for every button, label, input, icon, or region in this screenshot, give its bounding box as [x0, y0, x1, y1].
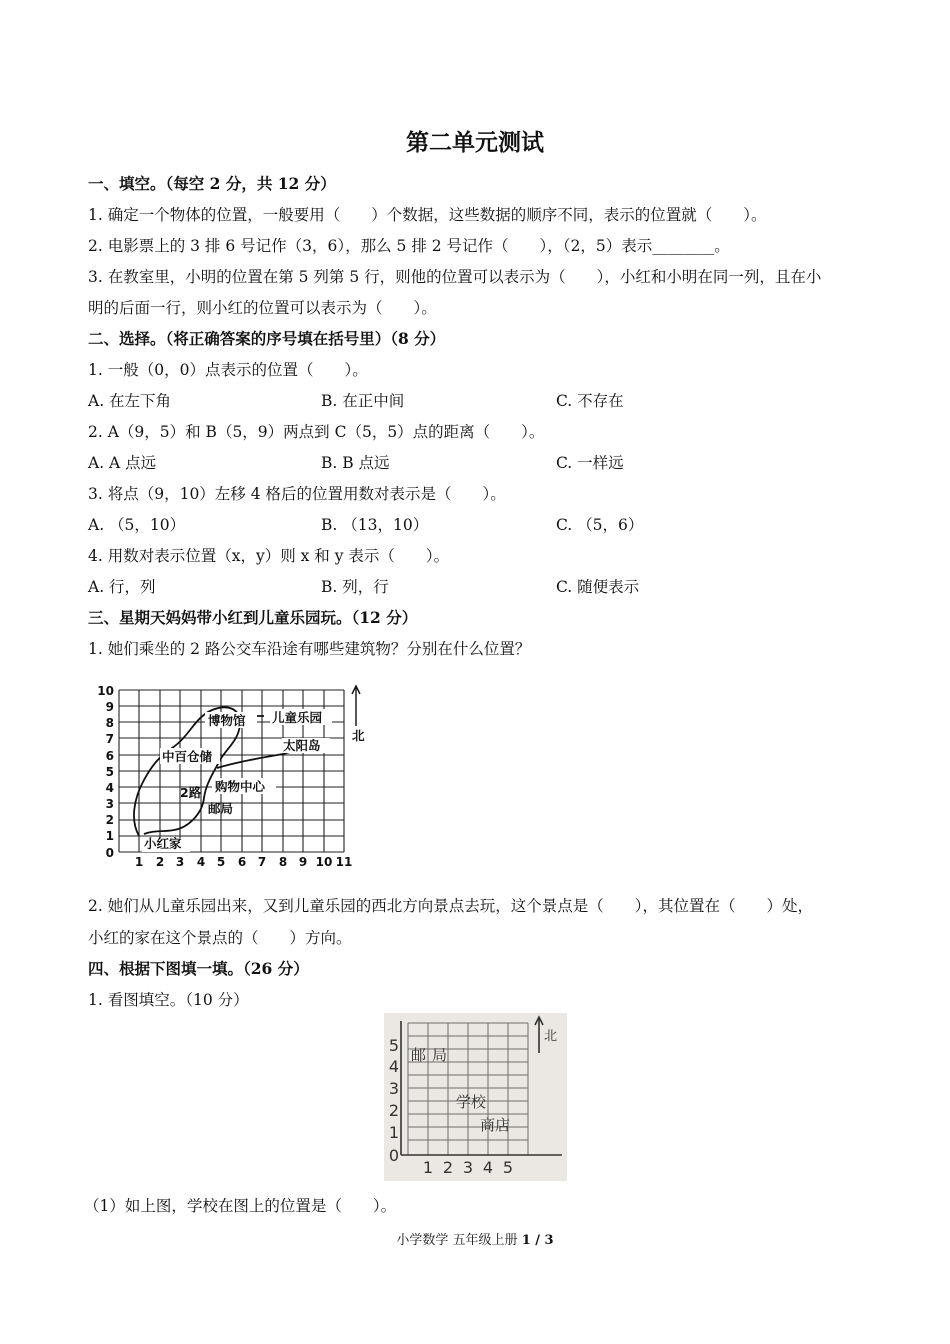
- place-school: 学校: [456, 1093, 487, 1111]
- s1-question-1: 1. 确定一个物体的位置，一般要用（ ）个数据，这些数据的顺序不同，表示的位置就（ ）。: [88, 206, 767, 224]
- x-tick: 5: [502, 1158, 514, 1177]
- section-2-heading: 二、选择。（将正确答案的序号填在括号里）（8 分）: [88, 329, 446, 348]
- s4-question-1-part-1: （1）如上图，学校在图上的位置是（ ）。: [84, 1197, 397, 1215]
- x-tick: 1: [134, 855, 144, 869]
- x-tick: 8: [278, 855, 288, 869]
- s2-q3-option-c: C. （5，6）: [556, 516, 644, 534]
- y-tick: 2: [105, 813, 114, 827]
- x-tick: 6: [237, 855, 247, 869]
- place-warehouse: 中百仓储: [162, 749, 213, 764]
- place-xiaohong-home: 小红家: [144, 836, 182, 851]
- y-tick: 8: [105, 716, 114, 730]
- s1-question-3-line-1: 3. 在教室里，小明的位置在第 5 列第 5 行，则他的位置可以表示为（ ），小红和小明在同一列，且在小: [88, 268, 822, 286]
- s3-question-2-line-1: 2. 她们从儿童乐园出来，又到儿童乐园的西北方向景点去玩，这个景点是（ ），其位置在（ ）处，: [88, 897, 813, 915]
- s2-q1-option-a: A. 在左下角: [88, 392, 172, 410]
- section-4-heading: 四、根据下图填一填。（26 分）: [88, 959, 309, 978]
- s3-question-1: 1. 她们乘坐的 2 路公交车沿途有哪些建筑物？分别在什么位置？: [88, 640, 531, 658]
- north-label: 北: [544, 1029, 558, 1044]
- s2-question-2: 2. A（9，5）和 B（5，9）两点到 C（5，5）点的距离（ ）。: [88, 423, 545, 441]
- s2-question-1: 1. 一般（0，0）点表示的位置（ ）。: [88, 361, 368, 379]
- y-tick: 6: [105, 749, 114, 763]
- y-tick: 5: [105, 765, 114, 779]
- y-tick: 1: [388, 1123, 400, 1142]
- place-sun-island: 太阳岛: [283, 738, 321, 753]
- y-tick: 3: [388, 1079, 400, 1098]
- s2-q1-option-c: C. 不存在: [556, 392, 624, 410]
- s2-q2-option-c: C. 一样远: [556, 454, 624, 472]
- x-tick: 3: [175, 855, 185, 869]
- s2-q2-option-a: A. A 点远: [88, 454, 157, 472]
- s2-q4-option-a: A. 行，列: [88, 578, 156, 596]
- y-tick: 0: [388, 1146, 400, 1165]
- y-tick: 5: [388, 1036, 400, 1055]
- x-tick: 9: [298, 855, 308, 869]
- place-shopping-center: 购物中心: [215, 779, 266, 794]
- s1-question-2: 2. 电影票上的 3 排 6 号记作（3，6），那么 5 排 2 号记作（ ），（2，5）表示________。: [88, 237, 730, 255]
- s2-q2-option-b: B. B 点远: [321, 454, 390, 472]
- s2-q1-option-b: B. 在正中间: [321, 392, 405, 410]
- x-tick: 3: [462, 1158, 474, 1177]
- s2-q3-option-a: A. （5，10）: [88, 516, 186, 534]
- y-tick: 2: [388, 1101, 400, 1120]
- y-tick: 9: [105, 700, 114, 714]
- x-tick: 5: [216, 855, 226, 869]
- school-map: [384, 1013, 567, 1181]
- s2-question-4: 4. 用数对表示位置（x，y）则 x 和 y 表示（ ）。: [88, 547, 450, 565]
- bus-route-map: [92, 680, 372, 870]
- y-tick: 4: [388, 1057, 400, 1076]
- x-tick: 2: [442, 1158, 454, 1177]
- bus-route-label: 2路: [180, 785, 202, 800]
- north-label: 北: [352, 728, 365, 743]
- y-tick: 3: [105, 797, 114, 811]
- s2-q4-option-b: B. 列，行: [321, 578, 389, 596]
- y-tick: 0: [105, 846, 114, 860]
- y-tick: 7: [105, 732, 114, 746]
- x-tick: 4: [482, 1158, 494, 1177]
- place-post-office-char-1: 邮: [411, 1046, 427, 1064]
- place-shop: 商店: [480, 1116, 511, 1134]
- s1-question-3-line-2: 明的后面一行，则小红的位置可以表示为（ ）。: [88, 299, 437, 317]
- place-museum: 博物馆: [208, 713, 246, 728]
- section-3-heading: 三、星期天妈妈带小红到儿童乐园玩。（12 分）: [88, 608, 418, 627]
- x-tick: 2: [155, 855, 165, 869]
- place-childrens-park: 儿童乐园: [272, 710, 323, 725]
- x-tick: 1: [422, 1158, 434, 1177]
- s4-question-1: 1. 看图填空。（10 分）: [88, 991, 249, 1009]
- s2-question-3: 3. 将点（9，10）左移 4 格后的位置用数对表示是（ ）。: [88, 485, 506, 503]
- page-number: 1 / 3: [521, 1233, 554, 1248]
- page-footer: [0, 1229, 950, 1248]
- y-tick: 10: [97, 684, 114, 698]
- s2-q4-option-c: C. 随便表示: [556, 578, 640, 596]
- x-tick: 10: [315, 855, 333, 869]
- x-tick: 11: [335, 855, 353, 869]
- page-title: 第二单元测试: [406, 129, 544, 156]
- footer-text: 小学数学 五年级上册: [396, 1233, 522, 1248]
- place-post-office-char-2: 局: [432, 1046, 448, 1064]
- y-tick: 1: [105, 829, 114, 843]
- y-tick: 4: [105, 781, 114, 795]
- x-tick: 7: [257, 855, 267, 869]
- s2-q3-option-b: B. （13，10）: [321, 516, 429, 534]
- section-1-heading: 一、填空。（每空 2 分，共 12 分）: [88, 174, 336, 193]
- s3-question-2-line-2: 小红的家在这个景点的（ ）方向。: [88, 929, 352, 947]
- place-post-office: 邮局: [208, 801, 234, 816]
- x-tick: 4: [196, 855, 206, 869]
